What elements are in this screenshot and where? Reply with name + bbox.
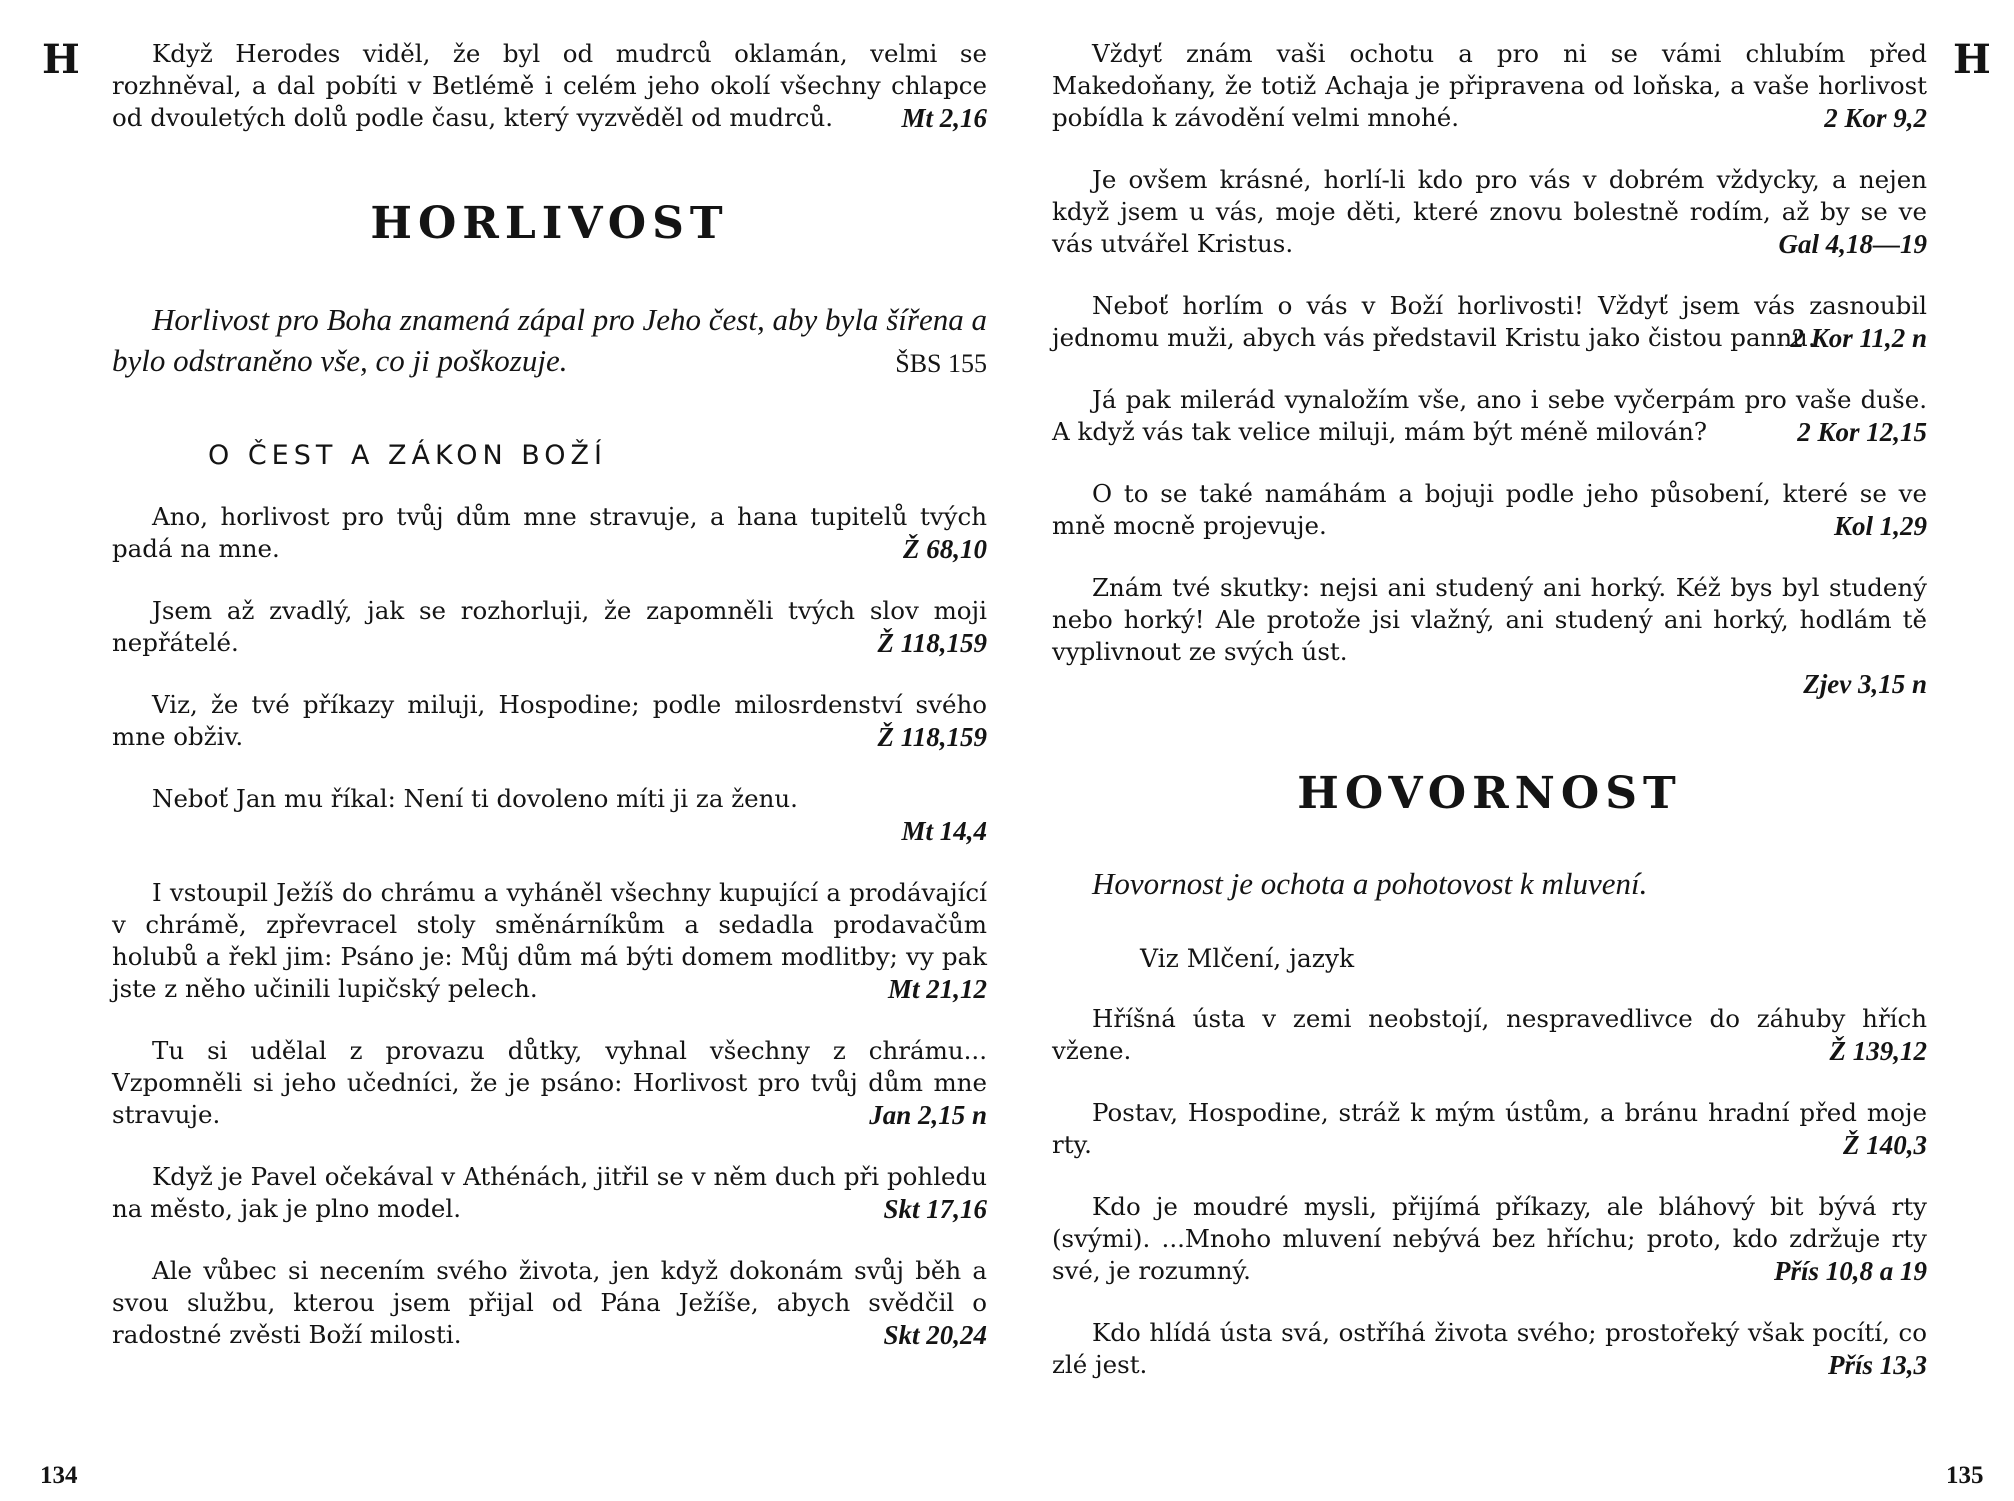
right-page	[1052, 38, 1927, 1381]
verse-text: Hříšná ústa v zemi neobstojí, nespravedlivce do záhuby hřích vžene.	[1052, 1004, 1927, 1065]
verse-text: Já pak milerád vynaložím vše, ano i sebe vyčerpám pro vaše duše. A když vás tak velice miluji, mám být méně milován?	[1052, 385, 1927, 446]
verse-reference: Jan 2,15 n	[869, 1100, 987, 1130]
verse-item	[1052, 38, 1927, 134]
verse-reference: Ž 139,12	[1829, 1036, 1927, 1066]
verse-reference: Zjev 3,15 n	[1803, 669, 1927, 699]
verse-list-left	[112, 501, 987, 1351]
left-page	[112, 38, 987, 1351]
verse-text: Postav, Hospodine, stráž k mým ústům, a bránu hradní před moje rty.	[1052, 1098, 1927, 1159]
definition-horlivost	[112, 299, 987, 384]
verse-text: Neboť Jan mu říkal: Není ti dovoleno míti ji za ženu.	[152, 784, 798, 813]
definition-hovornost	[1052, 863, 1927, 904]
verse-text: Když je Pavel očekával v Athénách, jitřil se v něm duch při pohledu na město, jak je plno model.	[112, 1162, 987, 1223]
verse-reference: Gal 4,18—19	[1778, 229, 1927, 259]
verse-item	[112, 783, 987, 847]
verse-text: Vždyť znám vaši ochotu a pro ni se vámi chlubím před Makedoňany, že totiž Achaja je připravena od loňska, a vaše horlivost pobídla k závodění velmi mnohé.	[1052, 39, 1927, 132]
verse-item	[1052, 1317, 1927, 1381]
verse-text: Když Herodes viděl, že byl od mudrců oklamán, velmi se rozhněval, a dal pobíti v Betlémě i celém jeho okolí všechny chlapce od dvouletých dolů podle času, který vyzvěděl od mudrců.	[112, 39, 987, 132]
verse-reference: Mt 2,16	[901, 103, 987, 133]
verse-reference: Přís 13,3	[1827, 1350, 1927, 1380]
verse-reference: Ž 140,3	[1843, 1130, 1927, 1160]
verse-text: Ale vůbec si necením svého života, jen když dokonám svůj běh a svou službu, kterou jsem přijal od Pána Ježíše, abych svědčil o radostné zvěsti Boží milosti.	[112, 1256, 987, 1349]
verse-reference: Přís 10,8 a 19	[1773, 1256, 1927, 1286]
verse-reference: Mt 21,12	[887, 974, 987, 1004]
verse-item	[112, 501, 987, 565]
verse-item	[112, 595, 987, 659]
right-section-letter: H	[1953, 36, 1991, 83]
right-page-number: 135	[1946, 1462, 1984, 1489]
verse-text: Tu si udělal z provazu důtky, vyhnal všechny z chrámu... Vzpomněli si jeho učedníci, že je psáno: Horlivost pro tvůj dům mne stravuje.	[112, 1036, 987, 1129]
verse-reference: Skt 20,24	[883, 1320, 987, 1350]
verse-text: Znám tvé skutky: nejsi ani studený ani horký. Kéž bys byl studený nebo horký! Ale protože jsi vlažný, ani studený ani horký, hodlám tě vyplivnout ze svých úst.	[1052, 573, 1927, 666]
verse-reference: Mt 14,4	[901, 816, 987, 846]
verse-item	[112, 1161, 987, 1225]
verse-item	[1052, 1003, 1927, 1067]
verse-item	[1052, 572, 1927, 700]
verse-text: I vstoupil Ježíš do chrámu a vyháněl všechny kupující a prodávající v chrámě, zpřevracel stoly směnárníkům a sedadla prodavačům holubů a řekl jim: Psáno je: Můj dům má býti domem modlitby; vy pak jste z něho učinili lupičský pelech.	[112, 878, 987, 1003]
verse-reference: Ž 118,159	[877, 722, 987, 752]
definition-text: Horlivost pro Boha znamená zápal pro Jeho čest, aby byla šířena a bylo odstraněno vše, co ji poškozuje.	[112, 302, 987, 378]
verse-item	[112, 1255, 987, 1351]
left-page-number: 134	[40, 1462, 78, 1489]
entry-heading-horlivost: HORLIVOST	[370, 198, 729, 249]
verse-item	[112, 689, 987, 753]
verse-reference: 2 Kor 12,15	[1797, 417, 1927, 447]
verse-text: Ano, horlivost pro tvůj dům mne stravuje, a hana tupitelů tvých padá na mne.	[112, 502, 987, 563]
intro-verse	[112, 38, 987, 134]
verse-item	[112, 877, 987, 1005]
entry-heading-hovornost: HOVORNOST	[1297, 768, 1682, 819]
verse-text: Kdo je moudré mysli, přijímá příkazy, ale bláhový bit bývá rty (svými). ...Mnoho mluvení nebývá bez hříchu; proto, kdo zdržuje rty své, je rozumný.	[1052, 1192, 1927, 1285]
verse-item	[1052, 384, 1927, 448]
subheading-cest: O ČEST A ZÁKON BOŽÍ	[208, 440, 608, 471]
verse-list-right-top	[1052, 38, 1927, 700]
verse-item	[1052, 1097, 1927, 1161]
verse-text: Jsem až zvadlý, jak se rozhorluji, že zapomněli tvých slov moji nepřátelé.	[112, 596, 987, 657]
verse-text: Kdo hlídá ústa svá, ostříhá života svého; prostořeký však pocítí, co zlé jest.	[1052, 1318, 1927, 1379]
see-also: Viz Mlčení, jazyk	[1140, 944, 1355, 973]
definition-source: ŠBS 155	[895, 349, 987, 378]
verse-item	[112, 1035, 987, 1131]
verse-item	[1052, 1191, 1927, 1287]
verse-text: O to se také namáhám a bojuji podle jeho působení, které se ve mně mocně projevuje.	[1052, 479, 1927, 540]
verse-item	[1052, 164, 1927, 260]
verse-item	[1052, 478, 1927, 542]
verse-text: Je ovšem krásné, horlí-li kdo pro vás v dobrém vždycky, a nejen když jsem u vás, moje děti, které znovu bolestně rodím, až by se ve vás utvářel Kristus.	[1052, 165, 1927, 258]
verse-reference: Skt 17,16	[883, 1194, 987, 1224]
verse-reference: 2 Kor 11,2 n	[1790, 323, 1927, 353]
left-section-letter: H	[42, 36, 80, 83]
verse-list-right-bottom	[1052, 1003, 1927, 1381]
verse-text: Viz, že tvé příkazy miluji, Hospodine; podle milosrdenství svého mne obživ.	[112, 690, 987, 751]
verse-reference: Ž 118,159	[877, 628, 987, 658]
verse-item	[1052, 290, 1927, 354]
verse-reference: Kol 1,29	[1833, 511, 1927, 541]
definition-text: Hovornost je ochota a pohotovost k mluvení.	[1092, 866, 1648, 901]
verse-reference: 2 Kor 9,2	[1824, 103, 1927, 133]
verse-text: Neboť horlím o vás v Boží horlivosti! Vždyť jsem vás zasnoubil jednomu muži, abych vás představil Kristu jako čistou pannu.	[1052, 291, 1927, 352]
verse-reference: Ž 68,10	[903, 534, 987, 564]
